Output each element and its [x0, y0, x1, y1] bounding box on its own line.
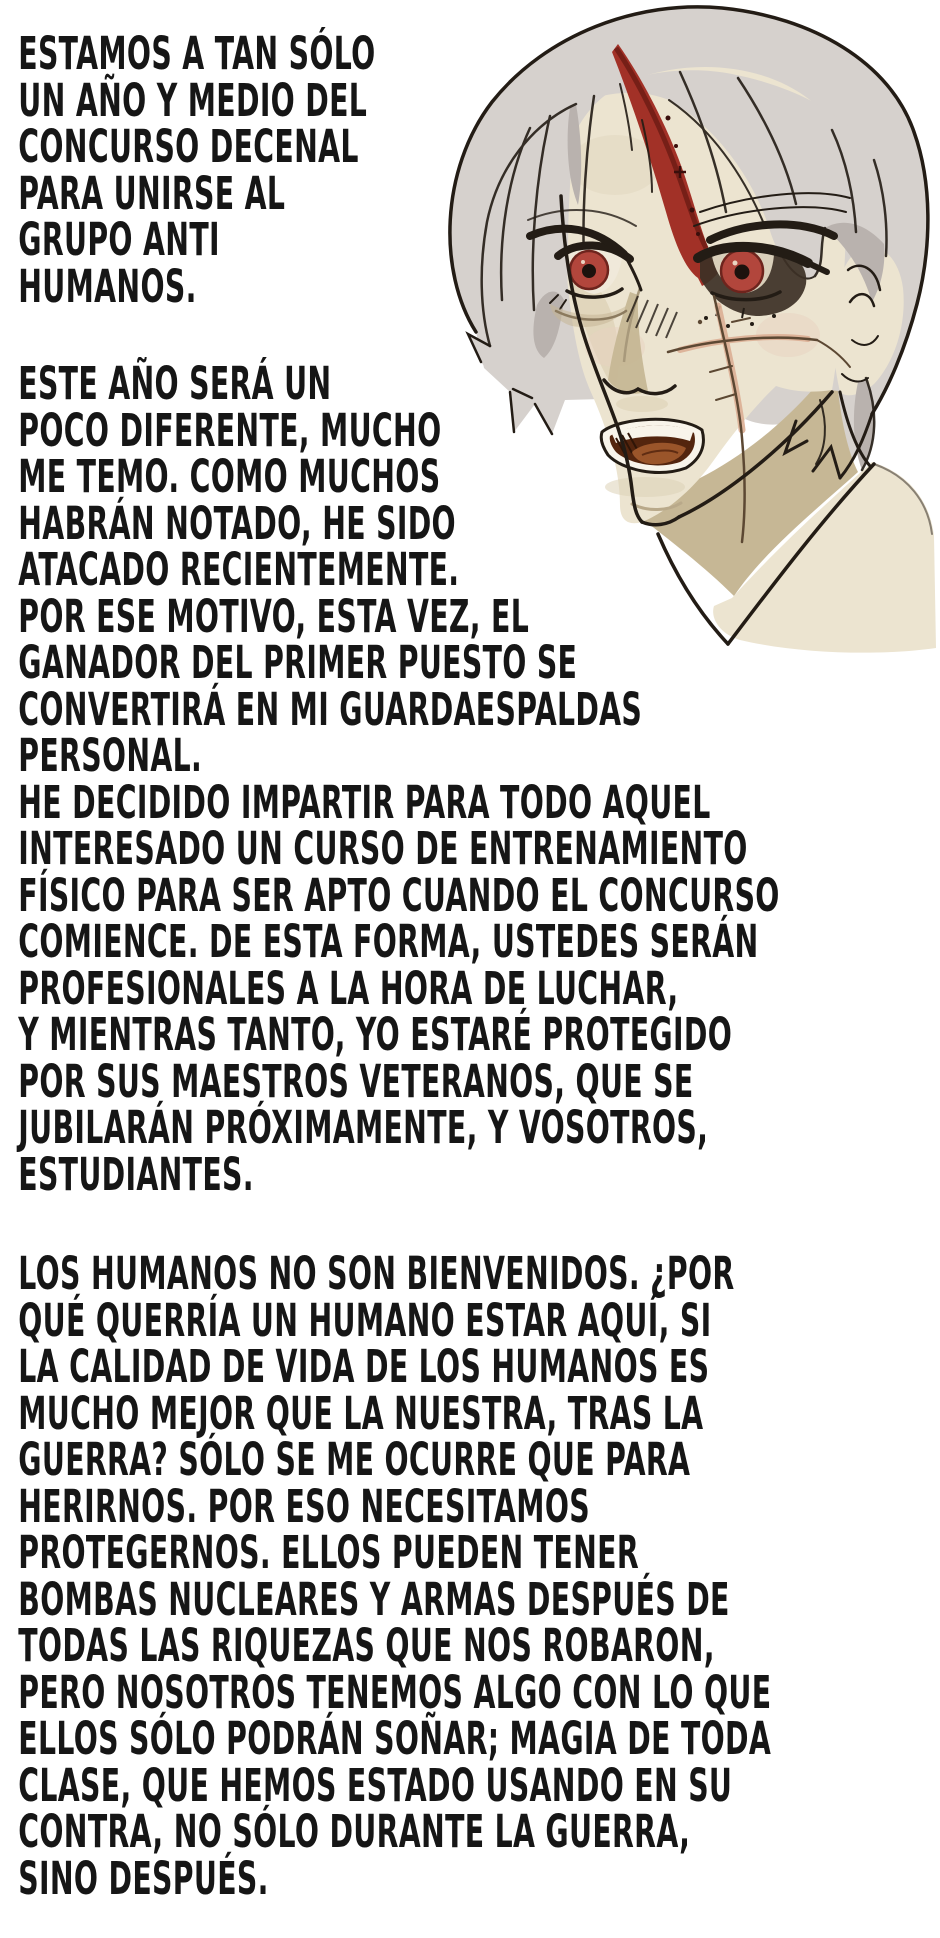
text-line: ELLOS SÓLO PODRÁN SOÑAR; MAGIA DE TODA — [18, 1712, 772, 1765]
text-line: CLASE, QUE HEMOS ESTADO USANDO EN SU — [18, 1758, 733, 1812]
text-line: ESTUDIANTES. — [18, 1147, 254, 1201]
text-line: UN AÑO Y MEDIO DEL — [18, 73, 368, 127]
text-line: TODAS LAS RIQUEZAS QUE NOS ROBARON, — [18, 1619, 715, 1672]
paragraph-anti-humans — [0, 1247, 940, 1905]
text-line: HUMANOS. — [18, 259, 197, 313]
text-line: LOS HUMANOS NO SON BIENVENIDOS. ¿POR — [18, 1247, 735, 1300]
stitch-dot — [726, 324, 730, 328]
text-line: ESTAMOS A TAN SÓLO — [18, 27, 376, 80]
text-line: GRUPO ANTI — [18, 213, 220, 266]
text-line: PERSONAL. — [18, 729, 203, 782]
text-line: HE DECIDIDO IMPARTIR PARA TODO AQUEL — [18, 775, 711, 829]
text-line: CONVERTIRÁ EN MI GUARDAESPALDAS — [18, 682, 643, 736]
text-line: ME TEMO. COMO MUCHOS — [18, 450, 441, 503]
text-line: POR ESE MOTIVO, ESTA VEZ, EL — [18, 589, 530, 643]
scar-dot — [698, 320, 702, 324]
stitch-dot — [772, 314, 776, 318]
text-line: PARA UNIRSE AL — [18, 166, 286, 220]
text-line: CONTRA, NO SÓLO DURANTE LA GUERRA, — [18, 1805, 691, 1858]
text-line: GUERRA? SÓLO SE ME OCURRE QUE PARA — [18, 1433, 691, 1486]
text-line: QUÉ QUERRÍA UN HUMANO ESTAR AQUÍ, SI — [18, 1293, 712, 1347]
text-line: COMIENCE. DE ESTA FORMA, USTEDES SERÁN — [18, 915, 759, 968]
stitch-dot — [704, 316, 708, 320]
text-line: GANADOR DEL PRIMER PUESTO SE — [18, 636, 578, 689]
text-line: MUCHO MEJOR QUE LA NUESTRA, TRAS LA — [18, 1386, 704, 1440]
text-line: POCO DIFERENTE, MUCHO — [18, 403, 442, 457]
text-line: CONCURSO DECENAL — [18, 120, 359, 173]
text-line: LA CALIDAD DE VIDA DE LOS HUMANOS ES — [18, 1340, 710, 1393]
text-line: HABRÁN NOTADO, HE SIDO — [18, 496, 456, 550]
text-line: POR SUS MAESTROS VETERANOS, QUE SE — [18, 1054, 694, 1108]
text-line: SINO DESPUÉS. — [18, 1851, 269, 1905]
text-line: PERO NOSOTROS TENEMOS ALGO CON LO QUE — [18, 1665, 772, 1719]
text-line: INTERESADO UN CURSO DE ENTRENAMIENTO — [18, 822, 748, 875]
paragraph-intro — [0, 27, 940, 313]
paragraph-announcement — [0, 357, 940, 1201]
text-line: FÍSICO PARA SER APTO CUANDO EL CONCURSO — [18, 868, 780, 922]
text-line: ESTE AÑO SERÁ UN — [18, 357, 332, 410]
text-line: JUBILARÁN PRÓXIMAMENTE, Y VOSOTROS, — [18, 1101, 709, 1154]
text-line: ATACADO RECIENTEMENTE. — [18, 543, 460, 596]
text-line: Y MIENTRAS TANTO, YO ESTARÉ PROTEGIDO — [18, 1008, 733, 1061]
stitch-dot — [750, 322, 754, 326]
text-line: BOMBAS NUCLEARES Y ARMAS DESPUÉS DE — [18, 1572, 730, 1626]
text-line: PROFESIONALES A LA HORA DE LUCHAR, — [18, 961, 679, 1015]
text-line: PROTEGERNOS. ELLOS PUEDEN TENER — [18, 1526, 639, 1579]
text-line: HERIRNOS. POR ESO NECESITAMOS — [18, 1479, 590, 1533]
